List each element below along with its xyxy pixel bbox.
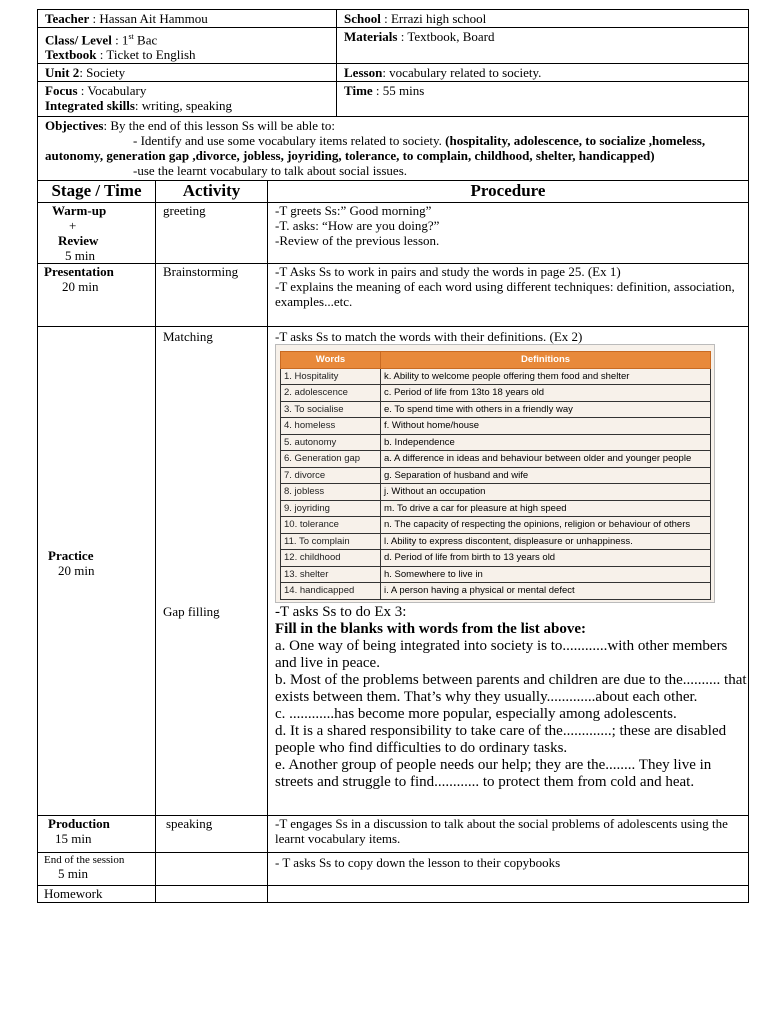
matching-row xyxy=(281,500,711,517)
matching-word: 8. jobless xyxy=(281,484,381,501)
warmup-proc-2: -T. asks: “How are you doing?” xyxy=(275,218,440,234)
practice-stage-cell xyxy=(38,327,156,816)
matching-word: 9. joyriding xyxy=(281,500,381,517)
matching-row xyxy=(281,566,711,583)
matching-row xyxy=(281,434,711,451)
skills-label: Integrated skills xyxy=(45,98,135,114)
end-proc-1: - T asks Ss to copy down the lesson to their copybooks xyxy=(275,855,561,871)
warmup-plus: + xyxy=(69,218,77,234)
matching-definition: a. A difference in ideas and behaviour between older and younger people xyxy=(381,451,711,468)
practice-time: 20 min xyxy=(58,563,95,579)
gap-sentence-a: a. One way of being integrated into society is to............with other members and live in peace. xyxy=(275,637,728,671)
presentation-row xyxy=(38,264,749,327)
textbook-label: Textbook xyxy=(45,47,97,63)
matching-row xyxy=(281,484,711,501)
warmup-stage-cell xyxy=(38,203,156,264)
school-value: : Errazi high school xyxy=(380,11,487,26)
presentation-stage: Presentation xyxy=(44,264,114,280)
materials-label: Materials xyxy=(344,29,398,44)
unit-value: : Society xyxy=(79,65,126,81)
warmup-activity-cell xyxy=(156,203,268,264)
lesson-value: : vocabulary related to society. xyxy=(382,65,542,81)
presentation-activity-cell xyxy=(156,264,268,327)
school-label: School xyxy=(344,11,381,26)
procedure-header: Procedure xyxy=(268,181,749,203)
production-row xyxy=(38,816,749,853)
presentation-proc-1: -T Asks Ss to work in pairs and study the words in page 25. (Ex 1) xyxy=(275,264,621,280)
end-time: 5 min xyxy=(58,866,88,882)
unit-cell xyxy=(38,64,337,82)
lesson-plan xyxy=(37,9,748,903)
practice-procedure-cell xyxy=(268,327,749,816)
warmup-proc-1: -T greets Ss:” Good morning” xyxy=(275,203,432,219)
class-sup: st xyxy=(128,32,134,41)
objectives-row xyxy=(38,117,749,181)
matching-definition: c. Period of life from 13to 18 years old xyxy=(381,385,711,402)
practice-activity-gap-filling: Gap filling xyxy=(163,604,220,620)
matching-word: 4. homeless xyxy=(281,418,381,435)
matching-row xyxy=(281,418,711,435)
gap-sentence-c: c. ............has become more popular, especially among adolescents. xyxy=(275,705,677,722)
gap-sentence-e: e. Another group of people needs our help; they are the........ They live in streets and struggle to find............ to protect them from cold and heat. xyxy=(275,756,712,790)
matching-definition: i. A person having a physical or mental defect xyxy=(381,583,711,600)
practice-activity-matching: Matching xyxy=(163,329,213,345)
presentation-proc-2: -T explains the meaning of each word using different techniques: definition, association, examples...etc. xyxy=(275,279,735,310)
materials-cell xyxy=(337,28,749,64)
class-value: : 1 xyxy=(111,32,129,48)
production-activity: speaking xyxy=(166,816,213,832)
warmup-row xyxy=(38,203,749,264)
production-stage: Production xyxy=(48,816,110,832)
objectives-line-2: -use the learnt vocabulary to talk about social issues. xyxy=(133,163,408,179)
matching-word: 1. Hospitality xyxy=(281,368,381,385)
warmup-stage: Warm-up xyxy=(52,203,107,219)
matching-row xyxy=(281,533,711,550)
matching-row xyxy=(281,451,711,468)
matching-row xyxy=(281,550,711,567)
matching-exercise-image xyxy=(275,344,715,603)
practice-proc-gap-filling: -T asks Ss to do Ex 3: xyxy=(275,603,407,620)
matching-word: 11. To complain xyxy=(281,533,381,550)
production-proc-1: -T engages Ss in a discussion to talk about the social problems of adolescents using the learnt vocabulary items. xyxy=(275,816,728,847)
column-header-row xyxy=(38,181,749,203)
end-procedure-cell xyxy=(268,853,749,886)
matching-definition: b. Independence xyxy=(381,434,711,451)
matching-definition: m. To drive a car for pleasure at high speed xyxy=(381,500,711,517)
matching-definition: l. Ability to express discontent, displeasure or unhappiness. xyxy=(381,533,711,550)
matching-definition: n. The capacity of respecting the opinions, religion or behaviour of others xyxy=(381,517,711,534)
warmup-proc-3: -Review of the previous lesson. xyxy=(275,233,440,249)
gap-sentence-d: d. It is a shared responsibility to take care of the.............; these are disabled people who find difficulties to do ordinary tasks. xyxy=(275,722,727,756)
materials-value: : Textbook, Board xyxy=(397,29,495,44)
skills-value: : writing, speaking xyxy=(134,98,233,114)
matching-word: 14. handicapped xyxy=(281,583,381,600)
matching-definition: h. Somewhere to live in xyxy=(381,566,711,583)
focus-value: : Vocabulary xyxy=(77,83,147,99)
presentation-activity: Brainstorming xyxy=(163,264,239,280)
words-header: Words xyxy=(281,352,381,369)
header-row-3 xyxy=(38,64,749,82)
focus-label: Focus xyxy=(45,83,78,99)
production-activity-cell xyxy=(156,816,268,853)
class-cell xyxy=(38,28,337,64)
teacher-value: : Hassan Ait Hammou xyxy=(89,11,208,26)
focus-cell xyxy=(38,82,337,117)
school-cell xyxy=(337,10,749,28)
homework-activity-cell xyxy=(156,886,268,903)
end-stage: End of the session xyxy=(44,854,125,867)
matching-row xyxy=(281,467,711,484)
end-activity-cell xyxy=(156,853,268,886)
objectives-cell xyxy=(38,117,749,181)
time-label: Time xyxy=(344,83,373,99)
matching-word: 6. Generation gap xyxy=(281,451,381,468)
warmup-time: 5 min xyxy=(65,248,95,264)
matching-row xyxy=(281,385,711,402)
presentation-stage-cell xyxy=(38,264,156,327)
matching-definition: f. Without home/house xyxy=(381,418,711,435)
presentation-procedure-cell xyxy=(268,264,749,327)
warmup-procedure-cell xyxy=(268,203,749,264)
matching-definition: d. Period of life from birth to 13 years old xyxy=(381,550,711,567)
stage-time-header: Stage / Time xyxy=(38,181,156,203)
objectives-intro: : By the end of this lesson Ss will be able to: xyxy=(103,118,335,134)
practice-row xyxy=(38,327,749,816)
homework-stage-cell xyxy=(38,886,156,903)
end-stage-cell xyxy=(38,853,156,886)
matching-row xyxy=(281,401,711,418)
class-value-2: Bac xyxy=(133,32,158,48)
homework-row xyxy=(38,886,749,903)
practice-activity-cell xyxy=(156,327,268,816)
objectives-vocab-list: (hospitality, adolescence, to socialize ,homeless, autonomy, generation gap ,divorce, jobless, joyriding, tolerance, to complain, childhood, shelter, handicapped) xyxy=(45,133,706,164)
teacher-label: Teacher xyxy=(45,11,90,26)
homework-stage: Homework xyxy=(44,886,103,902)
matching-word: 10. tolerance xyxy=(281,517,381,534)
matching-word: 3. To socialise xyxy=(281,401,381,418)
presentation-time: 20 min xyxy=(62,279,99,295)
header-row-1 xyxy=(38,10,749,28)
class-label: Class/ Level xyxy=(45,32,112,48)
matching-word: 5. autonomy xyxy=(281,434,381,451)
practice-proc-matching: -T asks Ss to match the words with their definitions. (Ex 2) xyxy=(275,329,583,345)
objectives-label: Objectives xyxy=(45,118,104,134)
matching-definition: g. Separation of husband and wife xyxy=(381,467,711,484)
header-row-4 xyxy=(38,82,749,117)
gap-filling-colon: : xyxy=(581,620,586,637)
production-time: 15 min xyxy=(55,831,92,847)
production-procedure-cell xyxy=(268,816,749,853)
matching-word: 13. shelter xyxy=(281,566,381,583)
matching-word: 2. adolescence xyxy=(281,385,381,402)
time-cell xyxy=(337,82,749,117)
gap-sentence-b: b. Most of the problems between parents and children are due to the.......... that exists between them. That’s why they usually.............about each other. xyxy=(275,671,747,705)
gap-filling-instruction: Fill in the blanks with words from the list above xyxy=(275,620,581,637)
homework-procedure-cell xyxy=(268,886,749,903)
matching-exercise-table xyxy=(280,351,711,600)
production-stage-cell xyxy=(38,816,156,853)
lesson-plan-table xyxy=(37,9,749,903)
practice-stage: Practice xyxy=(48,548,94,564)
matching-word: 12. childhood xyxy=(281,550,381,567)
matching-definition: e. To spend time with others in a friendly way xyxy=(381,401,711,418)
matching-row xyxy=(281,583,711,600)
textbook-value: : Ticket to English xyxy=(96,47,196,63)
matching-header-row xyxy=(281,352,711,369)
unit-label: Unit 2 xyxy=(45,65,80,81)
matching-definition: k. Ability to welcome people offering them food and shelter xyxy=(381,368,711,385)
teacher-cell xyxy=(38,10,337,28)
matching-row xyxy=(281,517,711,534)
activity-header: Activity xyxy=(156,181,268,203)
end-row xyxy=(38,853,749,886)
matching-row xyxy=(281,368,711,385)
matching-word: 7. divorce xyxy=(281,467,381,484)
lesson-label: Lesson xyxy=(344,65,383,81)
time-value: : 55 mins xyxy=(372,83,425,99)
header-row-2 xyxy=(38,28,749,64)
objectives-line-1: - Identify and use some vocabulary items related to society. xyxy=(133,133,446,149)
definitions-header: Definitions xyxy=(381,352,711,369)
warmup-activity: greeting xyxy=(163,203,206,219)
lesson-cell xyxy=(337,64,749,82)
matching-definition: j. Without an occupation xyxy=(381,484,711,501)
review-stage: Review xyxy=(58,233,99,249)
